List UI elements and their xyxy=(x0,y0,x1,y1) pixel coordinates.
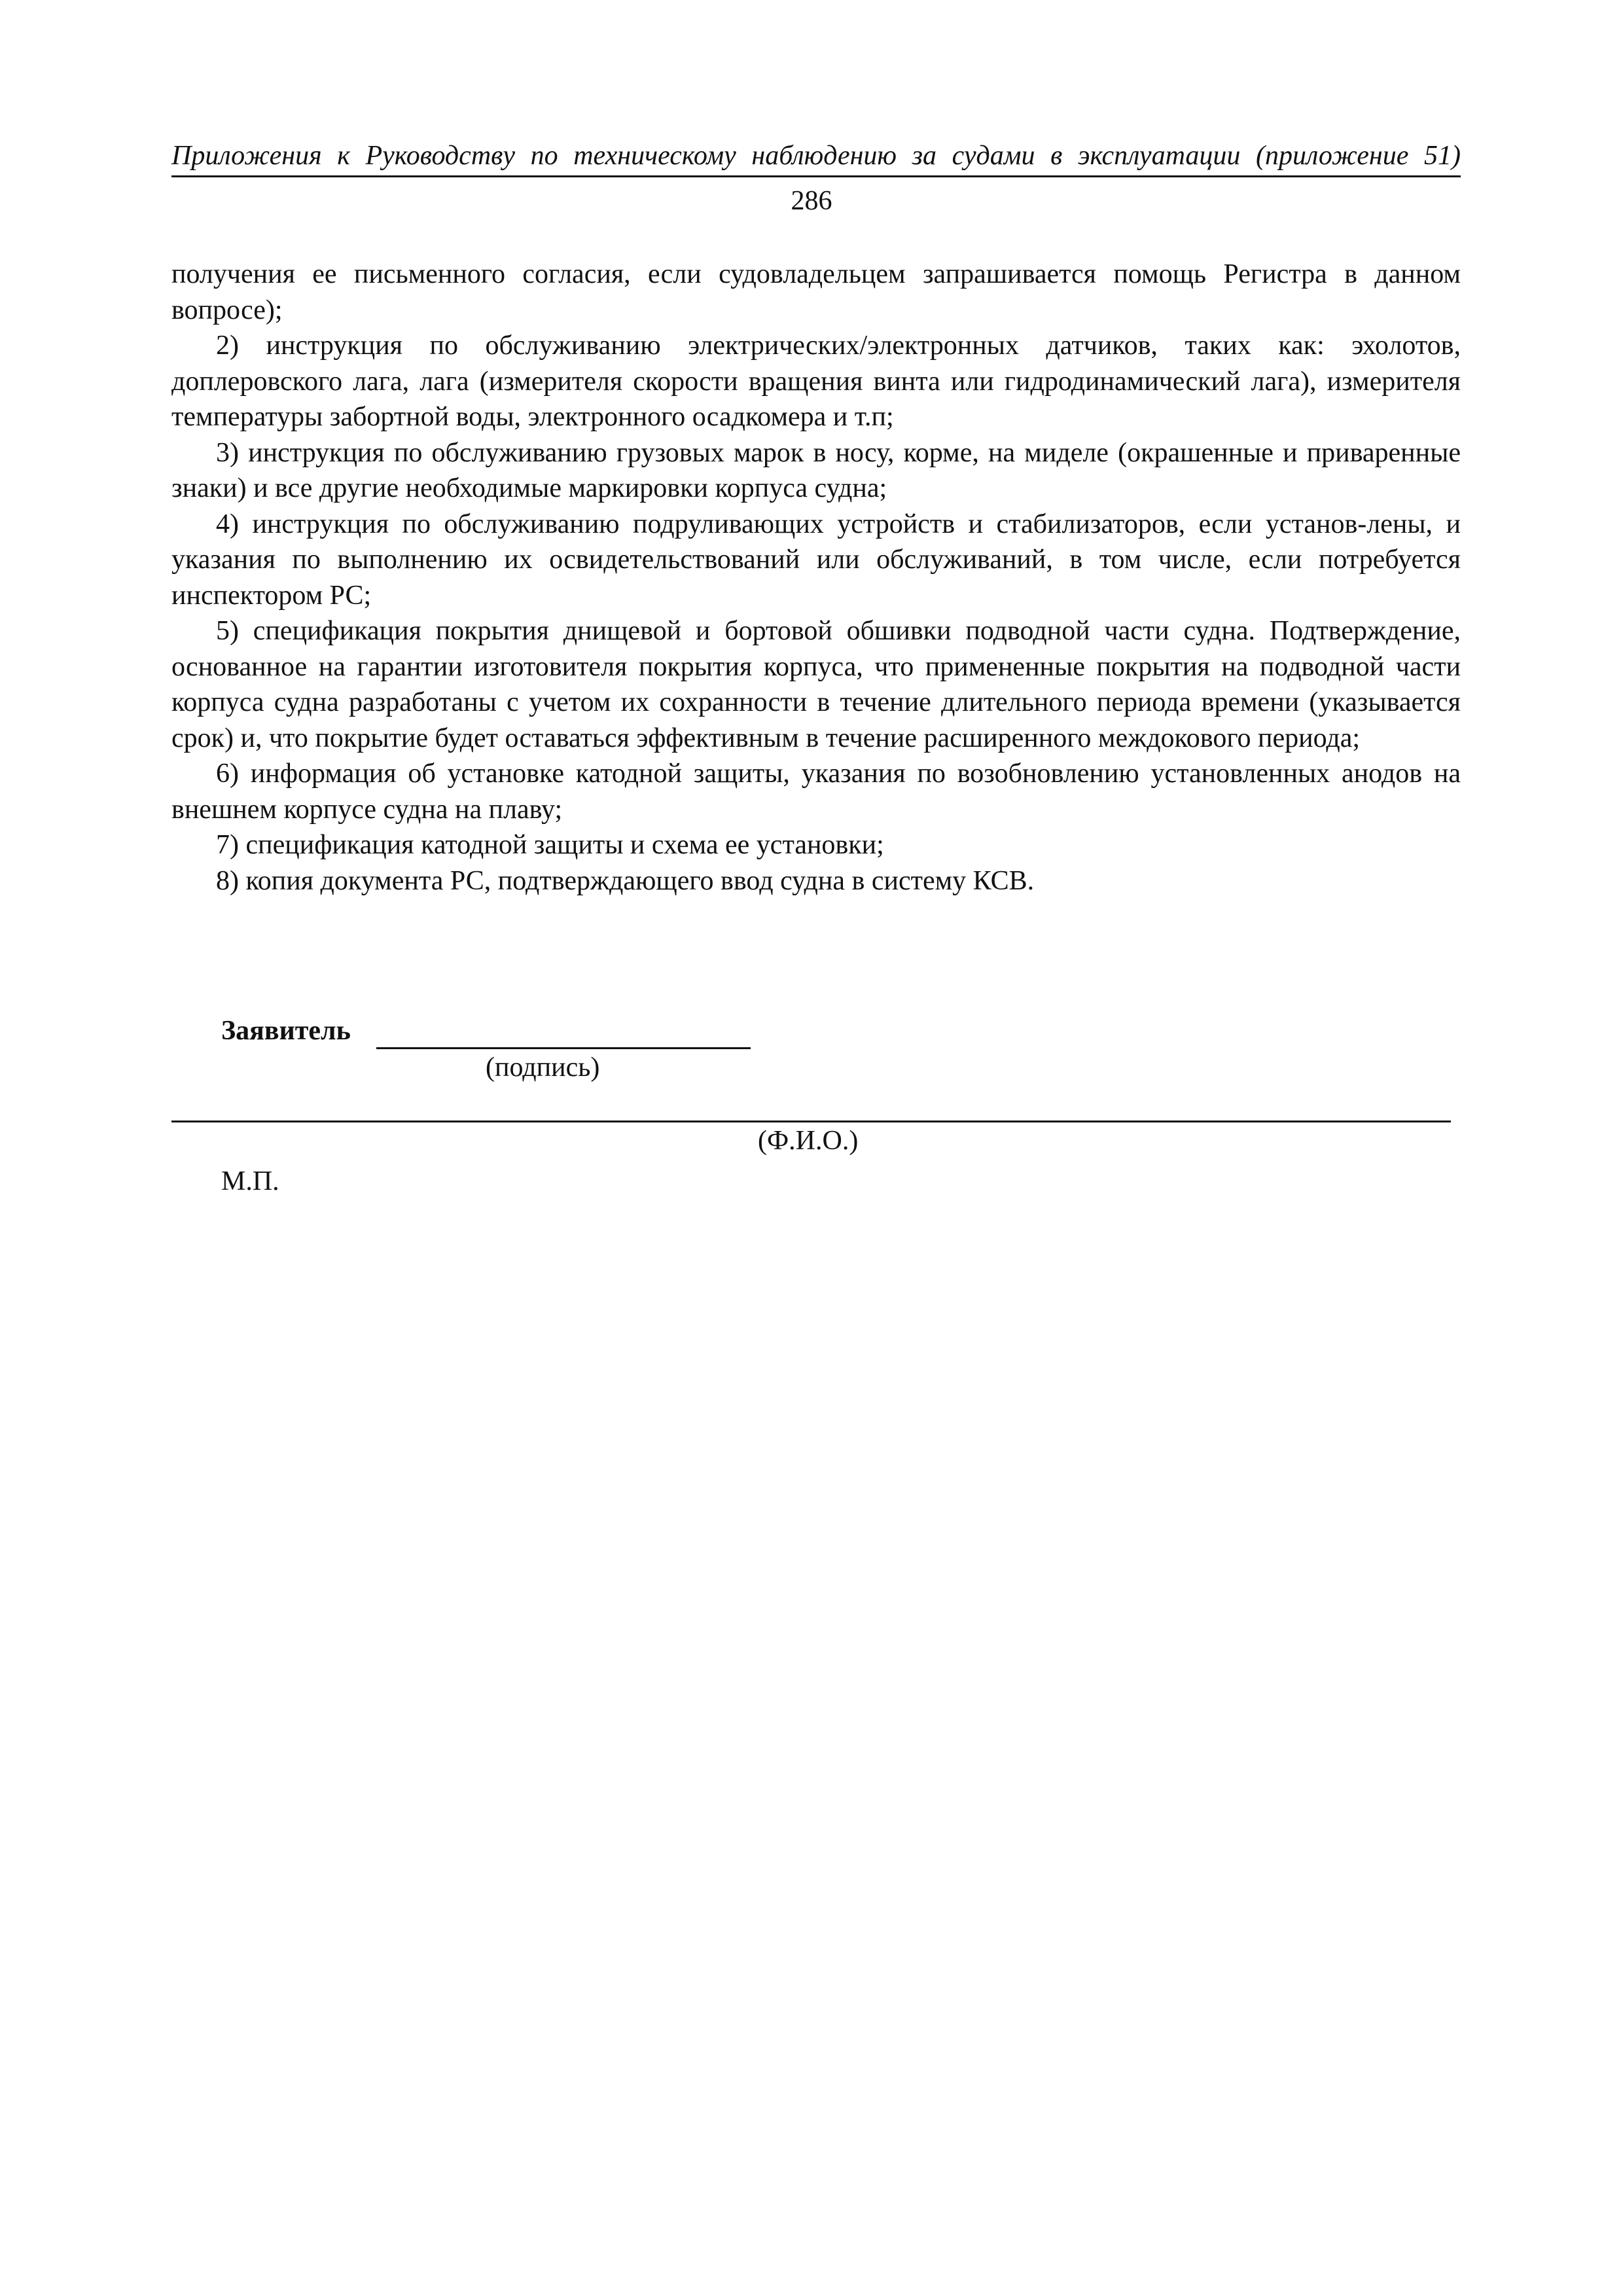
document-body xyxy=(171,257,1461,899)
paragraph-continuation: получения ее письменного согласия, если судовладельцем запрашивается помощь Регистра в данном вопросе); xyxy=(171,259,1461,325)
list-item-8: 8) копия документа РС, подтверждающего ввод судна в систему КСВ. xyxy=(216,865,1035,896)
list-item-2: 2) инструкция по обслуживанию электрических/электронных датчиков, таких как: эхолотов, доплеровского лага, лага (измерителя скорости вращения винта или гидродинамический лага), измерителя температуры забортной воды, электронного осадкомера и т.п; xyxy=(171,331,1461,432)
list-item-7: 7) спецификация катодной защиты и схема ее установки; xyxy=(216,830,884,860)
list-item-4: 4) инструкция по обслуживанию подруливающих устройств и стабилизаторов, если установ-лены, и указания по выполнению их освидетельствований или обслуживаний, в том числе, если потребуется инспектором РС; xyxy=(171,509,1461,611)
page-number: 286 xyxy=(791,186,832,216)
applicant-label: Заявитель xyxy=(221,1016,351,1046)
full-name-caption: (Ф.И.О.) xyxy=(758,1126,859,1156)
signature-caption: (подпись) xyxy=(486,1052,600,1083)
list-item-6: 6) информация об установке катодной защиты, указания по возобновлению установленных анодов на внешнем корпусе судна на плаву; xyxy=(171,759,1461,825)
stamp-place-label: М.П. xyxy=(221,1166,279,1196)
running-header: Приложения к Руководству по техническому наблюдению за судами в эксплуатации (приложение 51) xyxy=(171,141,1461,171)
list-item-5: 5) спецификация покрытия днищевой и бортовой обшивки подводной части судна. Подтверждение, основанное на гарантии изготовителя покрытия корпуса, что примененные покрытия на подводной части корпуса судна разработаны с учетом их сохранности в течение длительного периода времени (указывается срок) и, что покрытие будет оставаться эффективным в течение расширенного междокового периода; xyxy=(171,616,1461,753)
header-rule xyxy=(171,175,1461,177)
signature-line xyxy=(376,1047,751,1049)
full-name-line xyxy=(171,1121,1451,1122)
list-item-3: 3) инструкция по обслуживанию грузовых марок в носу, корме, на миделе (окрашенные и приваренные знаки) и все другие необходимые маркировки корпуса судна; xyxy=(171,437,1461,503)
